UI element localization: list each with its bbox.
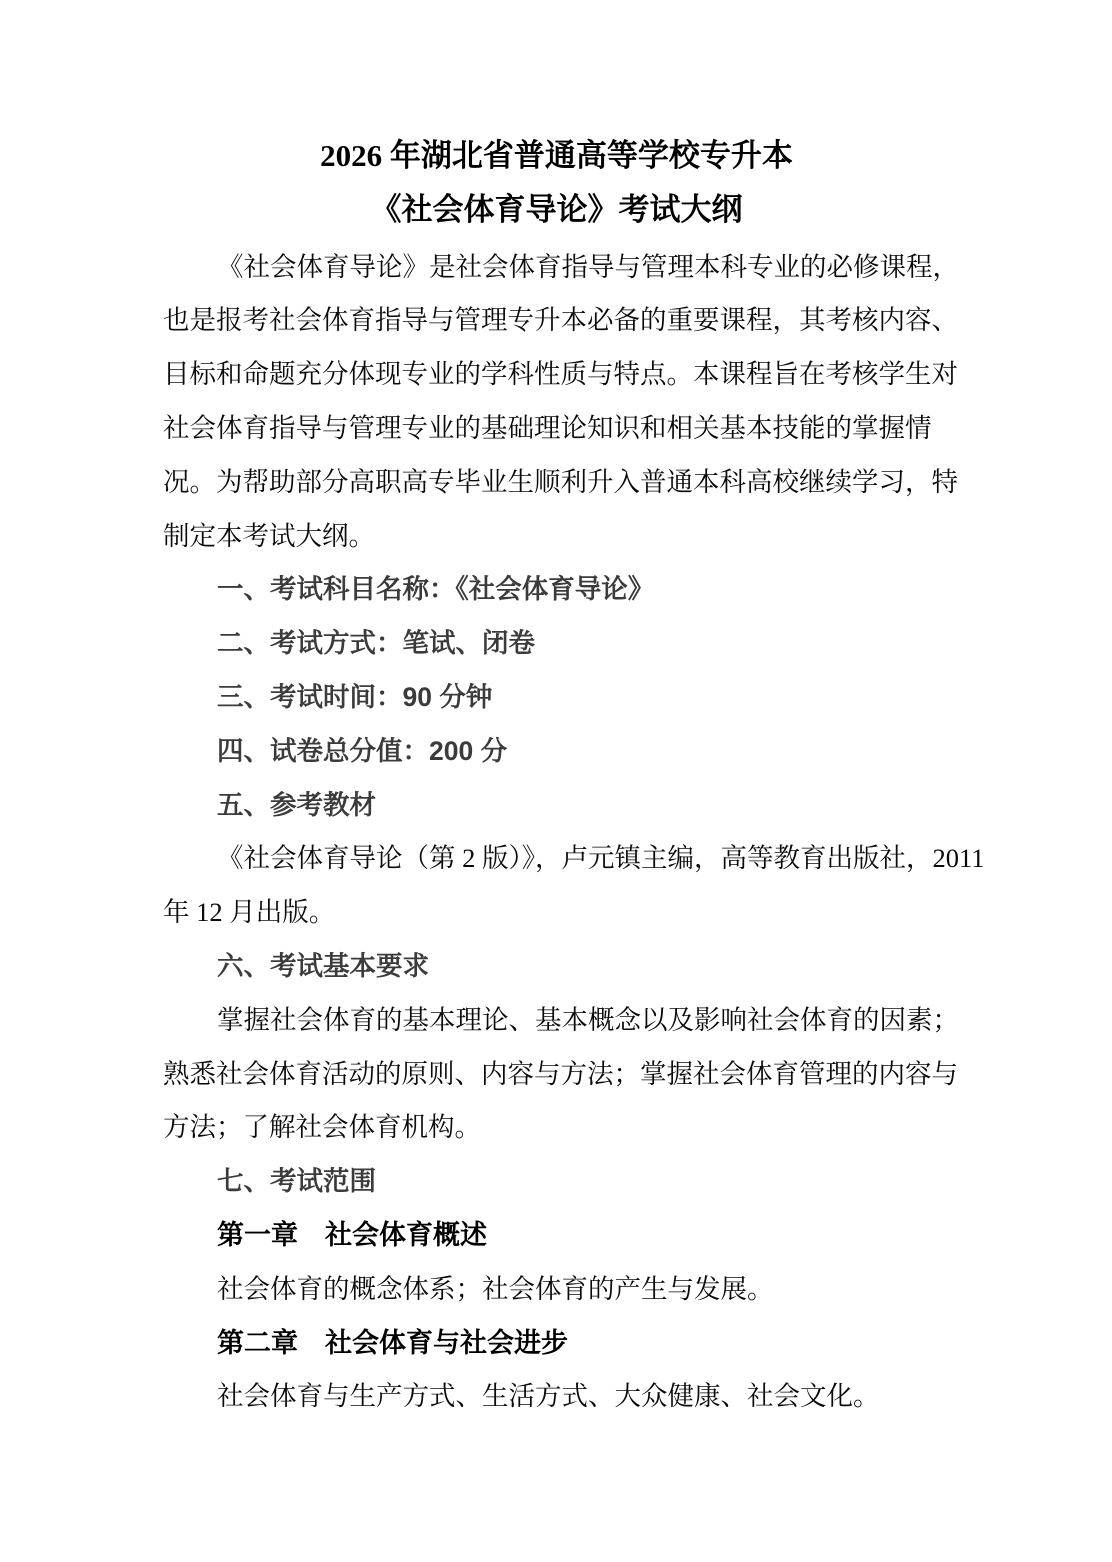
section-heading-format: 二、考试方式：笔试、闭卷 xyxy=(217,628,535,659)
requirements-paragraph xyxy=(163,994,959,1155)
intro-line: 社会体育指导与管理专业的基础理论知识和相关基本技能的掌握情 xyxy=(163,412,932,443)
intro-line: 目标和命题充分体现专业的学科性质与特点。本课程旨在考核学生对 xyxy=(163,359,958,390)
chapter-heading: 第一章 社会体育概述 xyxy=(217,1219,487,1250)
intro-line: 制定本考试大纲。 xyxy=(163,520,375,551)
chapter-block xyxy=(163,1317,950,1425)
section-heading-total-score: 四、试卷总分值：200 分 xyxy=(217,735,508,766)
requirements-line: 方法；了解社会体育机构。 xyxy=(163,1112,481,1143)
section-heading-duration: 三、考试时间：90 分钟 xyxy=(217,681,493,712)
reference-line: 《社会体育导论（第 2 版）》，卢元镇主编，高等教育出版社，2011 xyxy=(217,843,985,874)
intro-line: 况。为帮助部分高职高专毕业生顺利升入普通本科高校继续学习，特 xyxy=(163,466,958,497)
requirements-line: 熟悉社会体育活动的原则、内容与方法；掌握社会体育管理的内容与 xyxy=(163,1058,958,1089)
chapter-description: 社会体育与生产方式、生活方式、大众健康、社会文化。 xyxy=(217,1381,880,1412)
reference-paragraph xyxy=(163,832,985,940)
intro-line: 也是报考社会体育指导与管理专升本必备的重要课程，其考核内容、 xyxy=(163,305,958,336)
section-heading-scope: 七、考试范围 xyxy=(217,1166,376,1197)
chapter-block xyxy=(163,1209,950,1317)
section-heading-requirements: 六、考试基本要求 xyxy=(217,950,429,981)
requirements-line: 掌握社会体育的基本理论、基本概念以及影响社会体育的因素； xyxy=(217,1004,959,1035)
reference-line: 年 12 月出版。 xyxy=(163,897,336,928)
section-heading-subject: 一、考试科目名称：《社会体育导论》 xyxy=(217,574,655,605)
intro-paragraph xyxy=(163,241,959,564)
document-title-line1: 2026 年湖北省普通高等学校专升本 xyxy=(320,138,793,173)
chapter-heading: 第二章 社会体育与社会进步 xyxy=(217,1327,568,1358)
chapter-description: 社会体育的概念体系；社会体育的产生与发展。 xyxy=(217,1273,774,1304)
intro-line: 《社会体育导论》是社会体育指导与管理本科专业的必修课程， xyxy=(217,251,959,282)
section-heading-reference: 五、参考教材 xyxy=(217,789,376,820)
document-title-line2: 《社会体育导论》考试大纲 xyxy=(370,191,743,227)
